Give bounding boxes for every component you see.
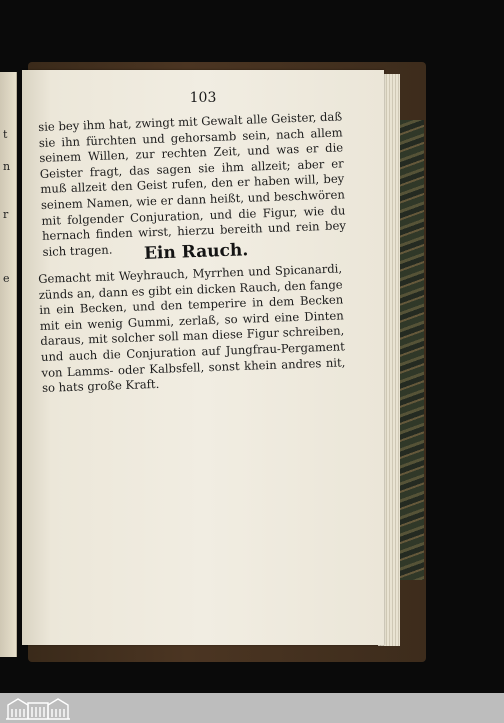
left-page-glyph: e: [3, 272, 10, 285]
library-building-logo-icon: [4, 695, 72, 721]
marbled-edge: [396, 120, 424, 580]
paragraph-recipe: Gemacht mit Weyhrauch, Myrrhen und Spicanardi, zünds an, dann es gibt ein dicken Rauch, den fange in ein Becken, und den temperire in dem Becken mit ein wenig Gummi, zerlaß, so wird eine Dinten daraus, mit solcher soll man diese Figur schreiben, und auch die Conjuration auf Jungfrau-Pergament von Lamms- oder Kalbsfell, sonst khein andres nit, so hats große Kraft.: [38, 261, 346, 396]
left-page-glyph: t: [3, 128, 8, 141]
viewer-footer-bar: [0, 693, 504, 723]
page-number: 103: [189, 90, 217, 106]
section-heading: Ein Rauch.: [143, 240, 249, 264]
paragraph-continuation: sie bey ihm hat, zwingt mit Gewalt alle Geister, daß sie ihn fürchten und gehorsamb sein, nach allem seinem Willen, zur rechten Zeit, und was er die Geister fragt, das sagen sie ihm allzeit; aber er muß allzeit den Geist rufen, den er haben will, bey seinem Namen, wie er dann heißt, und beschwören mit folgender Conjuration, und die Figur, wie du hernach finden wirst, hierzu bereith und rein bey sich tragen.: [38, 109, 347, 259]
left-page-glyph: n: [3, 160, 11, 173]
book-page: [22, 70, 384, 645]
left-page-sliver: [0, 72, 17, 657]
left-page-glyph: r: [3, 208, 9, 221]
